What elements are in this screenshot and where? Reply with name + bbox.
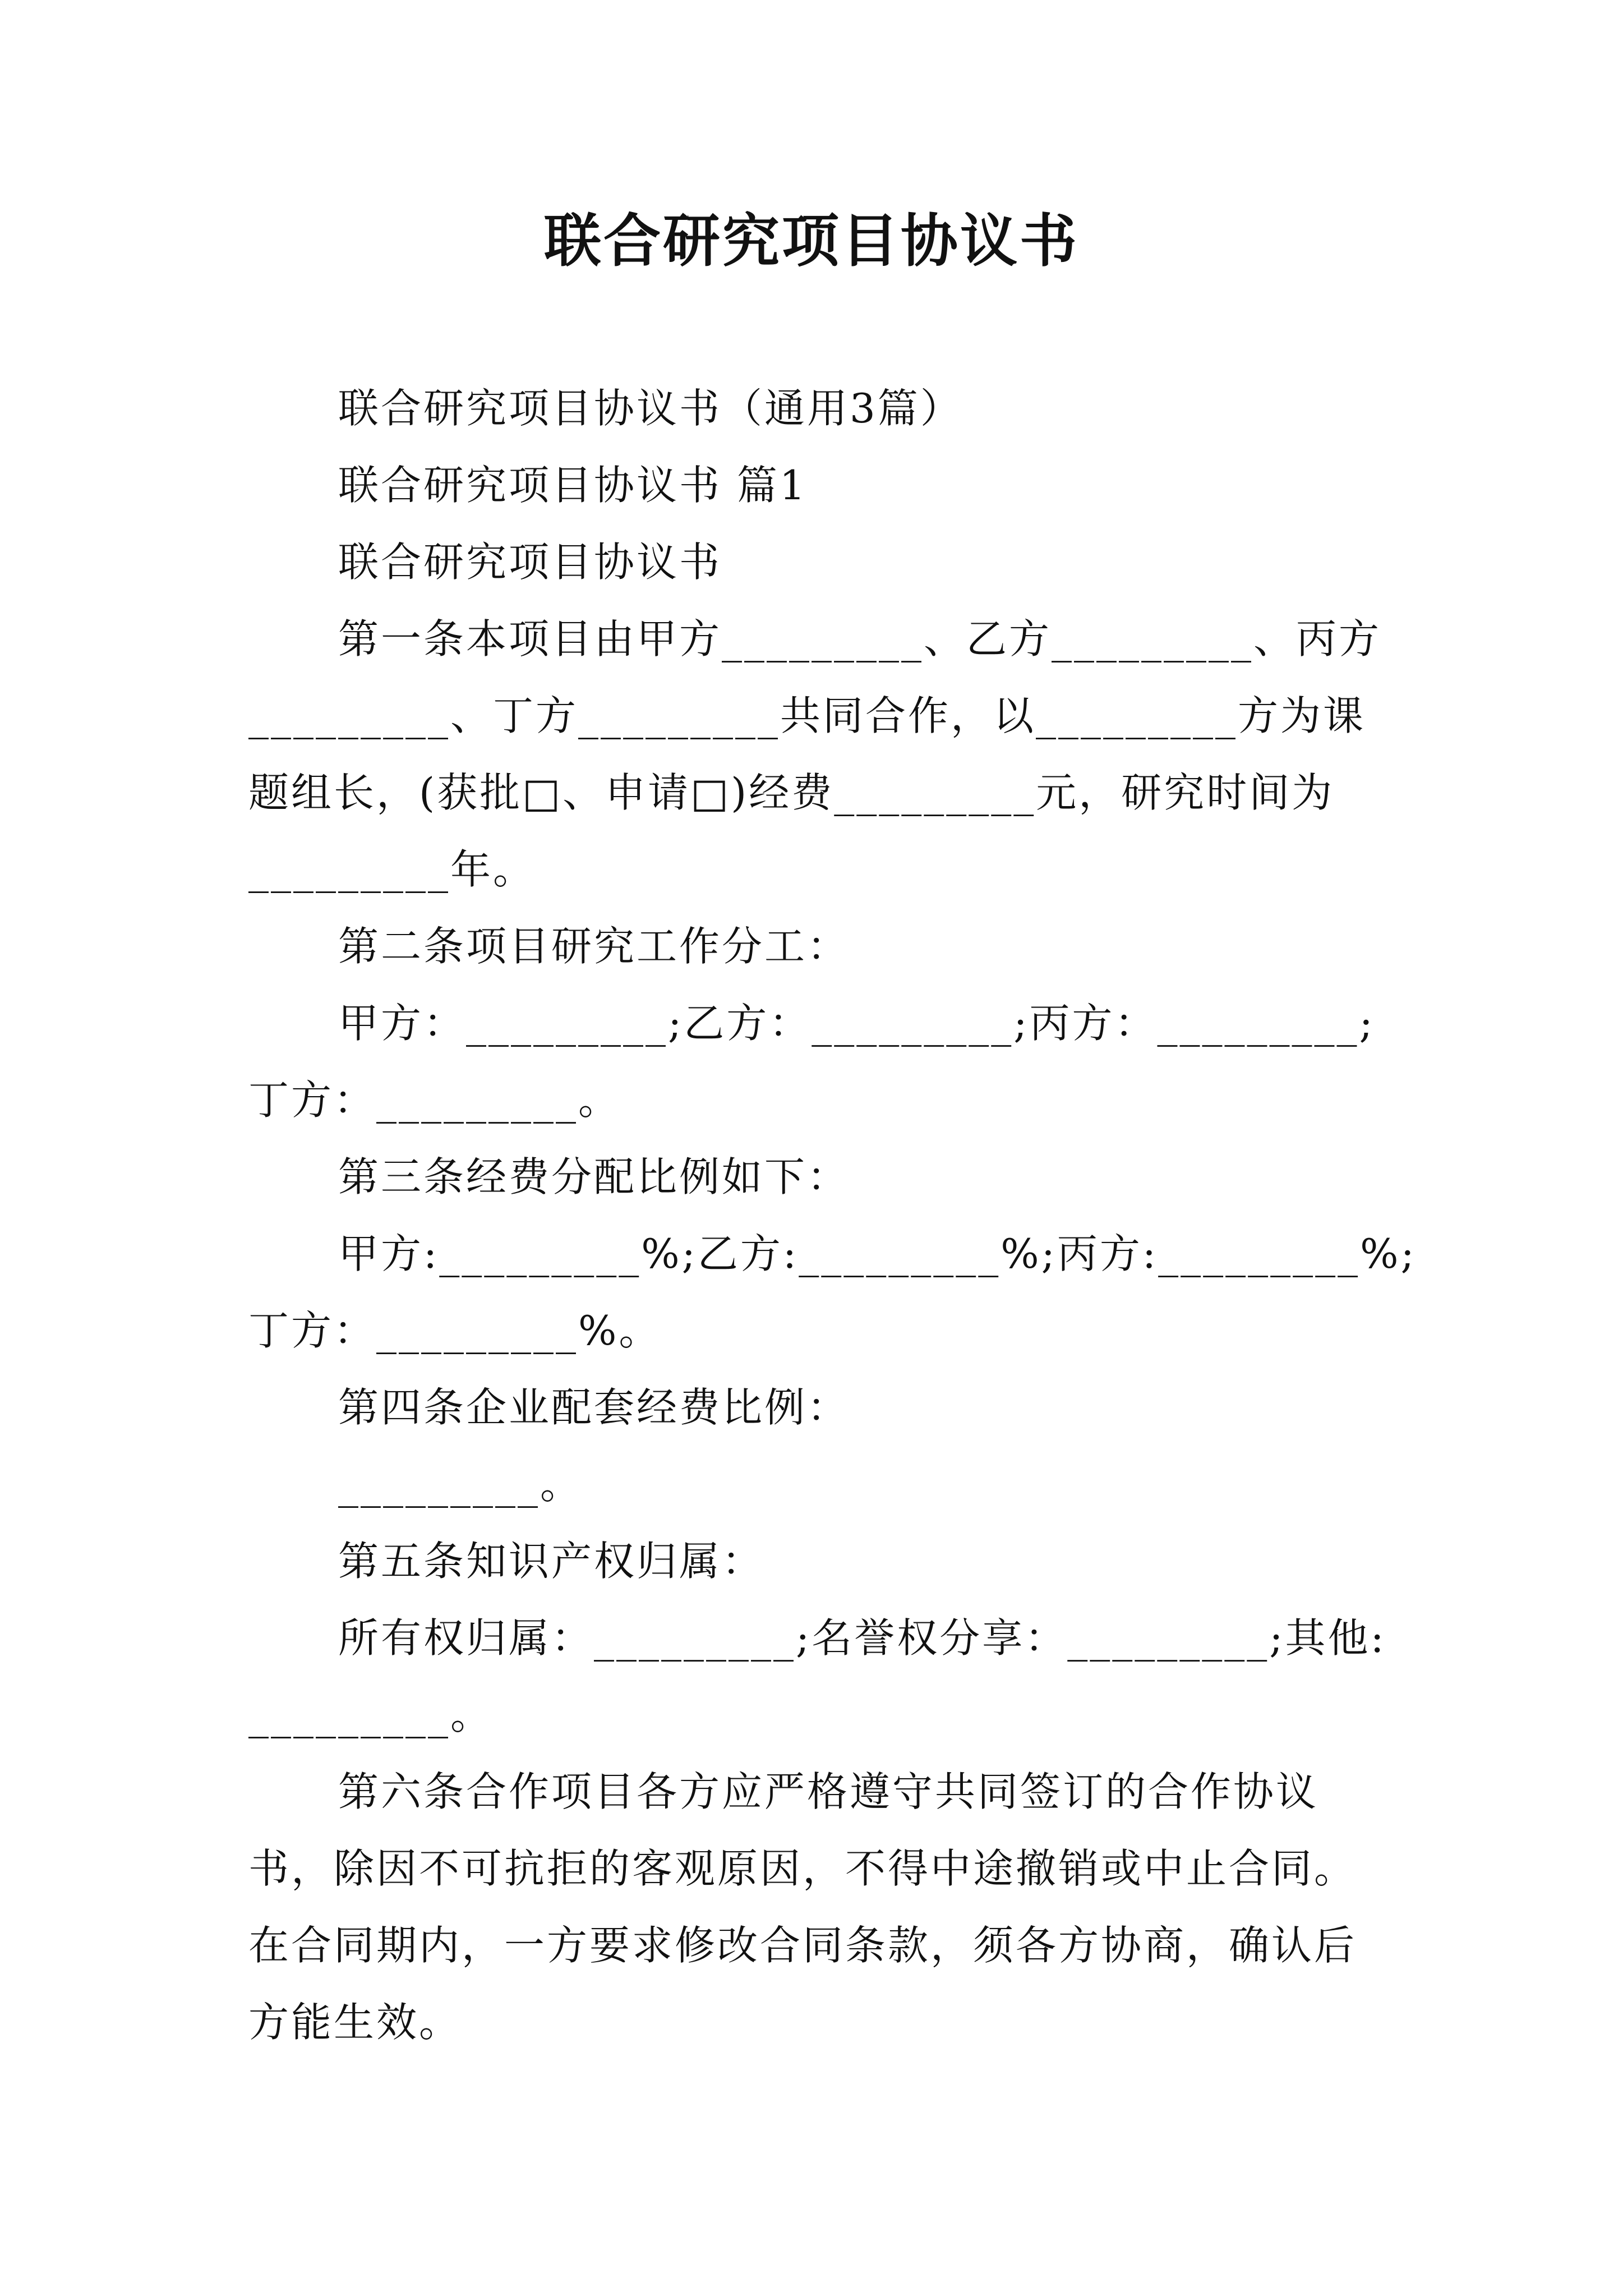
article1-line-1: 第一条本项目由甲方_________、乙方_________、丙方 bbox=[338, 615, 1382, 662]
article6-line-4: 方能生效。 bbox=[248, 1999, 462, 2046]
article5-heading: 第五条知识产权归属： bbox=[338, 1538, 765, 1585]
article2-line-1: 甲方：_________;乙方：_________;丙方：_________; bbox=[338, 1000, 1375, 1047]
part1-heading: 联合研究项目协议书 bbox=[338, 539, 722, 586]
article2-heading: 第二条项目研究工作分工： bbox=[338, 923, 850, 970]
article2-line-2: 丁方：_________。 bbox=[248, 1076, 621, 1124]
subtitle-part1: 联合研究项目协议书 篇1 bbox=[338, 462, 808, 509]
article5-line-2: _________。 bbox=[248, 1691, 494, 1738]
article3-heading: 第三条经费分配比例如下： bbox=[338, 1153, 850, 1200]
article4-line-1: _________。 bbox=[338, 1461, 583, 1508]
article6-line-1: 第六条合作项目各方应严格遵守共同签订的合作协议 bbox=[338, 1768, 1319, 1815]
article1-line-4: _________年。 bbox=[248, 846, 536, 893]
document-title: 联合研究项目协议书 bbox=[544, 208, 1079, 275]
article6-line-2: 书，除因不可抗拒的客观原因，不得中途撤销或中止合同。 bbox=[248, 1845, 1357, 1892]
article3-line-2: 丁方：_________%。 bbox=[248, 1307, 662, 1354]
article6-line-3: 在合同期内，一方要求修改合同条款，须各方协商，确认后 bbox=[248, 1922, 1357, 1969]
document-body bbox=[248, 370, 1417, 2061]
subtitle-all: 联合研究项目协议书（通用3篇） bbox=[338, 385, 963, 432]
article4-heading: 第四条企业配套经费比例： bbox=[338, 1384, 850, 1431]
article3-line-1: 甲方:_________%;乙方:_________%;丙方:_________%; bbox=[338, 1230, 1417, 1277]
article5-line-1: 所有权归属：_________;名誉权分享：_________;其他: bbox=[338, 1614, 1386, 1662]
article1-line-2: _________、丁方_________共同合作，以_________方为课 bbox=[248, 692, 1366, 739]
article1-line-3: 题组长，(获批□、申请□)经费_________元，研究时间为 bbox=[248, 769, 1335, 816]
